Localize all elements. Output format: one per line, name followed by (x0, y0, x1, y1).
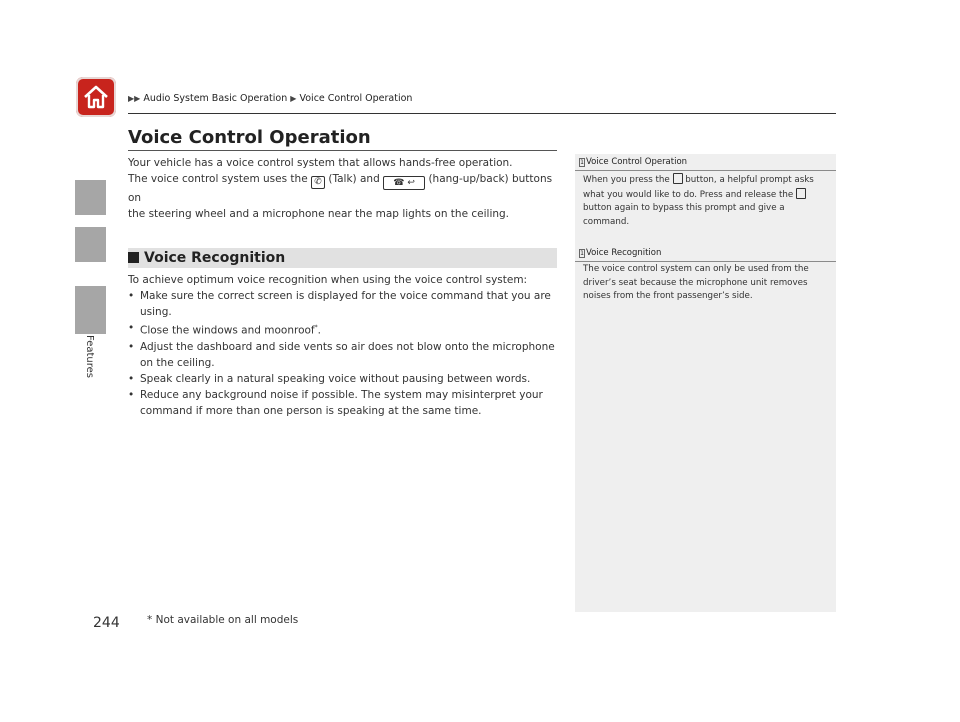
achieve-intro: To achieve optimum voice recognition when using the voice control system: (128, 274, 528, 286)
list-item: • Adjust the dashboard and side vents so air does not blow onto the microphone on the ceiling. (128, 339, 558, 371)
tips-list (128, 288, 558, 419)
intro-text: (Talk) and (328, 173, 380, 185)
note-divider (575, 170, 836, 171)
list-item: • Reduce any background noise if possible. The system may misinterpret your command if more than one person is speaking at the same time. (128, 387, 558, 419)
list-item-text: . (317, 324, 321, 337)
note-text: button again to bypass this prompt and give a command. (583, 203, 785, 227)
section-title: Voice Recognition (144, 250, 286, 266)
breadcrumb-item-audio-system[interactable]: Audio System Basic Operation (143, 93, 288, 104)
side-tab-active (75, 286, 106, 334)
list-item (128, 320, 558, 339)
side-tab (75, 227, 106, 262)
list-item: • Make sure the correct screen is displayed for the voice command that you are using. (128, 288, 558, 320)
home-icon (82, 83, 110, 111)
note-text: When you press the (583, 175, 670, 185)
note-divider (575, 261, 836, 262)
intro-line: the steering wheel and a microphone near the map lights on the ceiling. (128, 208, 510, 220)
breadcrumb-arrow-icon: ▶ (290, 94, 297, 103)
note-heading (575, 157, 836, 167)
note-number-badge: 1 (580, 159, 584, 166)
talk-icon: ✆ (311, 176, 325, 189)
intro-text: (hang-up/back) buttons on (128, 173, 553, 204)
note-title: Voice Control Operation (586, 157, 688, 167)
note-title: Voice Recognition (586, 248, 662, 258)
home-button[interactable] (76, 77, 116, 117)
intro-text: The voice control system uses the (128, 173, 308, 185)
section-header (128, 248, 557, 268)
note-number-badge: 1 (580, 250, 584, 257)
title-divider (128, 150, 557, 151)
section-side-label: Features (84, 335, 95, 378)
list-item-text: Close the windows and moonroof (140, 324, 315, 337)
side-tab (75, 180, 106, 215)
breadcrumb (128, 93, 412, 104)
note-body: The voice control system can only be used from the driver’s seat because the microphone unit removes noises from the front passenger’s side. (583, 264, 809, 301)
list-item: • Speak clearly in a natural speaking voice without pausing between words. (128, 371, 558, 387)
intro-line: Your vehicle has a voice control system that allows hands-free operation. (128, 157, 513, 169)
page-number: 244 (93, 615, 120, 631)
note-heading (575, 248, 836, 258)
section-square-icon (128, 252, 139, 263)
talk-icon (796, 188, 806, 199)
hang-up-icon: ☎ ↩ (383, 176, 425, 190)
header-divider (128, 113, 836, 114)
page-title: Voice Control Operation (128, 127, 371, 148)
intro-paragraph (128, 155, 568, 222)
footnote-marker: * (314, 324, 318, 331)
breadcrumb-arrow-icon: ▶▶ (128, 94, 141, 103)
talk-icon (673, 173, 683, 184)
note-text: button, a helpful prompt asks what you would like to do. Press and release the (583, 175, 814, 200)
footnote: * Not available on all models (147, 614, 299, 626)
breadcrumb-item-voice-control[interactable]: Voice Control Operation (299, 93, 413, 104)
intro-line (128, 171, 568, 206)
note-body (583, 173, 831, 229)
